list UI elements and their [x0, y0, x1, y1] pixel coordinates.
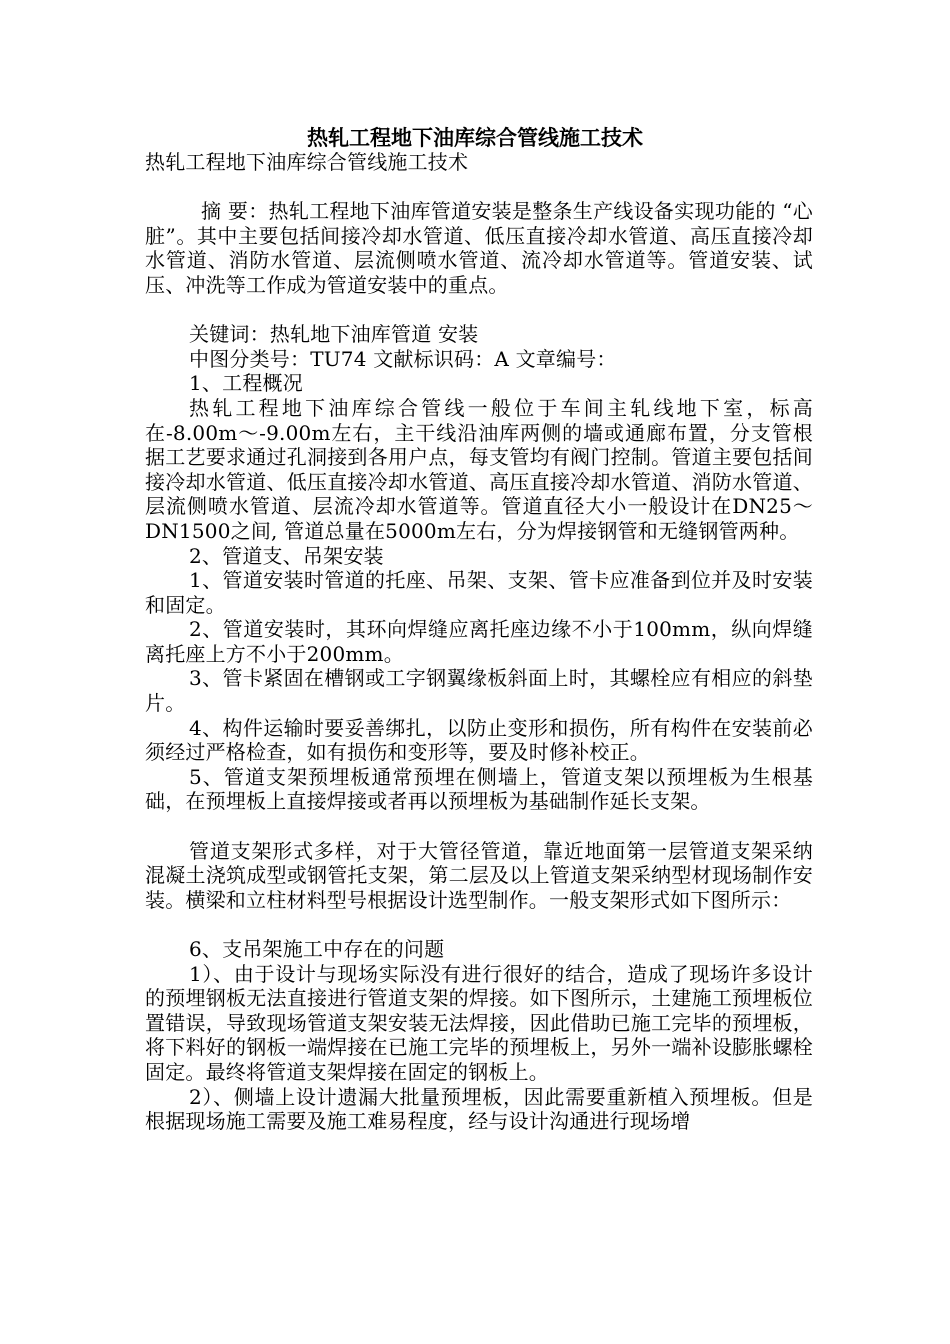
keywords-line: 关键词：热轧地下油库管道 安装 — [189, 322, 479, 347]
section-2-item-2: 2、管道安装时，其环向焊缝应离托座边缘不小于100mm，纵向焊缝离托座上方不小于200mm。 — [145, 617, 813, 666]
document-body — [145, 150, 813, 1134]
document-subtitle: 热轧工程地下油库综合管线施工技术 — [145, 150, 469, 174]
classification-line: 中图分类号：TU74 文献标识码：A 文章编号： — [189, 346, 617, 371]
section-heading-6: 6、支吊架施工中存在的问题 — [189, 937, 445, 961]
section-1-paragraph: 热轧工程地下油库综合管线一般位于车间主轧线地下室，标高在-8.00m～-9.00m左右，主干线沿油库两侧的墙或通廊布置，分支管根据工艺要求通过孔洞接到各用户点，每支管均有阀门控制。管道主要包括间接冷却水管道、低压直接冷却水管道、高压直接冷却水管道、消防水管道、层流侧喷水管道、层流冷却水管道等。管道直径大小一般设计在DN25～DN1500之间, 管道总量在5000m左右，分为焊接钢管和无缝钢管两种。 — [145, 395, 813, 543]
section-2-item-4: 4、构件运输时要妥善绑扎，以防止变形和损伤，所有构件在安装前必须经过严格检查，如有损伤和变形等，要及时修补校正。 — [145, 715, 813, 765]
spacer — [145, 298, 813, 323]
section-2-item-3: 3、管卡紧固在槽钢或工字钢翼缘板斜面上时，其螺栓应有相应的斜垫片。 — [145, 666, 813, 716]
support-forms-paragraph: 管道支架形式多样，对于大管径管道，靠近地面第一层管道支架采纳混凝土浇筑成型或钢管托支架，第二层及以上管道支架采纳型材现场制作安装。横梁和立柱材料型号根据设计选型制作。一般支架形式如下图所示： — [145, 838, 813, 912]
document-title: 热轧工程地下油库综合管线施工技术 — [307, 126, 643, 150]
section-2-item-5: 5、管道支架预埋板通常预埋在侧墙上，管道支架以预埋板为生根基础，在预埋板上直接焊接或者再以预埋板为基础制作延长支架。 — [145, 764, 813, 814]
section-heading-1: 1、工程概况 — [189, 371, 303, 396]
spacer — [145, 814, 813, 839]
abstract-paragraph: 摘 要：热轧工程地下油库管道安装是整条生产线设备实现功能的 “心脏”。其中主要包括间接冷却水管道、低压直接冷却水管道、高压直接冷却水管道、消防水管道、层流侧喷水管道、流冷却水管道等。管道安装、试压、冲洗等工作成为管道安装中的重点。 — [145, 199, 813, 297]
section-6-item-1: 1）、由于设计与现场实际没有进行很好的结合，造成了现场许多设计的预埋钢板无法直接进行管道支架的焊接。如下图所示，土建施工预埋板位置错误，导致现场管道支架安装无法焊接，因此借助已施工完毕的预埋板，将下料好的钢板一端焊接在已施工完毕的预埋板上，另外一端补设膨胀螺栓固定。最终将管道支架焊接在固定的钢板上。 — [145, 961, 813, 1084]
section-heading-2: 2、管道支、吊架安装 — [189, 543, 384, 568]
spacer — [145, 912, 813, 937]
spacer — [145, 175, 813, 200]
section-6-item-2: 2）、侧墙上设计遗漏大批量预埋板，因此需要重新植入预埋板。但是根据现场施工需要及施工难易程度，经与设计沟通进行现场增 — [145, 1084, 813, 1134]
section-2-item-1: 1、管道安装时管道的托座、吊架、支架、管卡应准备到位并及时安装和固定。 — [145, 568, 813, 617]
